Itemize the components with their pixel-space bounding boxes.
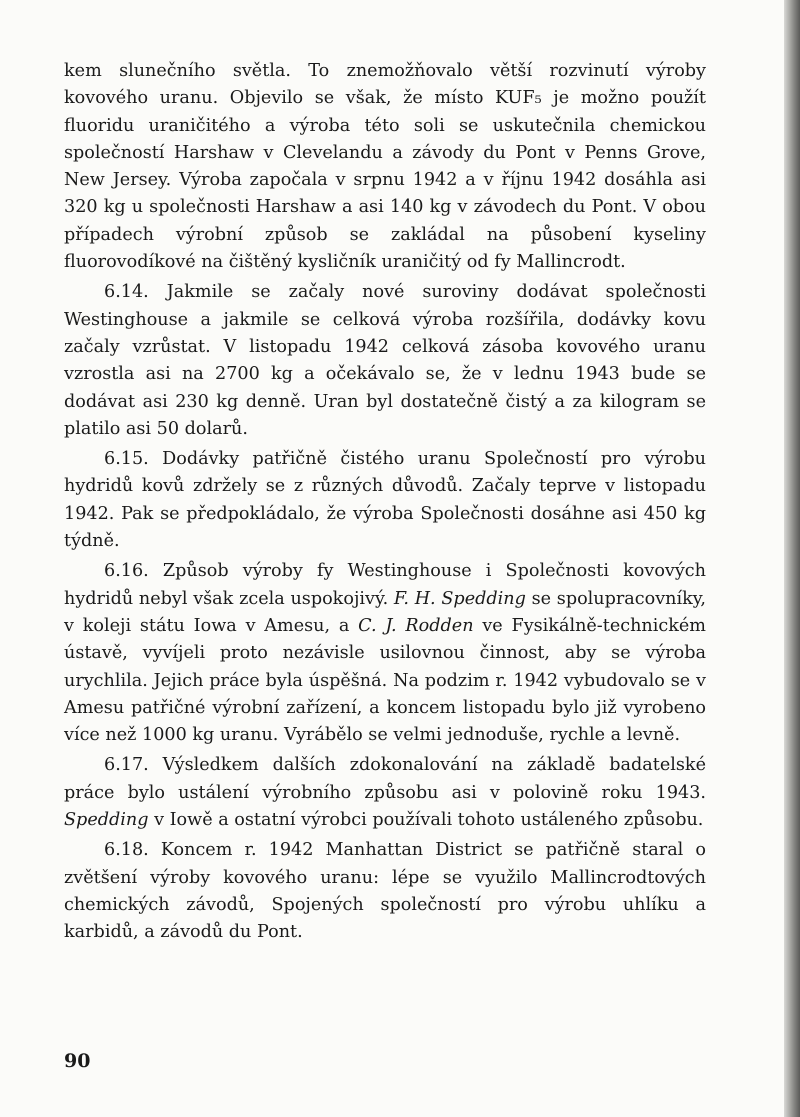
paragraph-6-18: 6.18. Koncem r. 1942 Manhattan District se patřičně staral o zvětšení výroby kovového uranu: lépe se využilo Mallincrodtových chemických závodů, Spojených společností pro výrobu uhlíku a karbidů, a závodů du Pont. [64, 840, 706, 943]
paragraph-6-17-text-b: v Iowě a ostatní výrobci používali tohoto ustáleného způsobu. [148, 810, 704, 831]
paragraph-6-17-text-a: 6.17. Výsledkem dalších zdokonalování na základě badatelské práce bylo ustálení výrobního způsobu asi v polovině roku 1943. [64, 755, 706, 803]
paragraph-6-14: 6.14. Jakmile se začaly nové suroviny dodávat společnosti Westinghouse a jakmile se celková výroba rozšířila, dodávky kovu začaly vzrůstat. V listopadu 1942 celková zásoba kovového uranu vzrostla asi na 2700 kg a očekávalo se, že v lednu 1943 bude se dodávat asi 230 kg denně. Uran byl dostatečně čistý a za kilogram se platilo asi 50 dolarů. [64, 282, 706, 439]
person-name-spedding-2: Spedding [64, 810, 149, 831]
page-number: 90 [64, 1050, 91, 1072]
person-name-spedding: F. H. Spedding [393, 588, 526, 609]
paragraph-6-16-text-c: ve Fysikálně-technickém ústavě, vyvíjeli proto nezávisle usilovnou činnost, aby se výroba urychlila. Jejich práce byla úspěšná. Na podzim r. 1942 vybudovalo se v Amesu patřičné výrobní zařízení, a koncem listopadu bylo již vyrobeno více než 1000 kg uranu. Vyrábělo se velmi jednoduše, rychle a levně. [64, 615, 706, 746]
paragraph-6-15: 6.15. Dodávky patřičně čistého uranu Společností pro výrobu hydridů kovů zdržely se z různých důvodů. Začaly teprve v listopadu 1942. Pak se předpokládalo, že výroba Společnosti dosáhne asi 450 kg týdně. [64, 449, 706, 552]
paragraph-continuation: kem slunečního světla. To znemožňovalo větší rozvinutí výroby kovového uranu. Objevilo se však, že místo KUF₅ je možno použít fluoridu uraničitého a výroba této soli se uskutečnila chemickou společností Harshaw v Clevelandu a závody du Pont v Penns Grove, New Jersey. Výroba započala v srpnu 1942 a v říjnu 1942 dosáhla asi 320 kg u společnosti Harshaw a asi 140 kg v závodech du Pont. V obou případech výrobní způsob se zakládal na působení kyseliny fluorovodíkové na čištěný kysličník uraničitý od fy Mallincrodt. [64, 61, 706, 273]
paragraph-6-16-text-a: 6.16. Způsob výroby fy Westinghouse i Společnosti kovových hydridů nebyl však zcela uspokojivý. [64, 561, 706, 609]
paragraph-6-17 [64, 752, 706, 834]
page-text [64, 58, 706, 950]
paragraph-6-16 [64, 558, 706, 749]
book-spine-shadow [784, 0, 800, 1117]
paragraph-6-16-text-b: se spolupracovníky, v koleji státu Iowa v Amesu, a [64, 588, 706, 636]
person-name-rodden: C. J. Rodden [358, 615, 474, 636]
